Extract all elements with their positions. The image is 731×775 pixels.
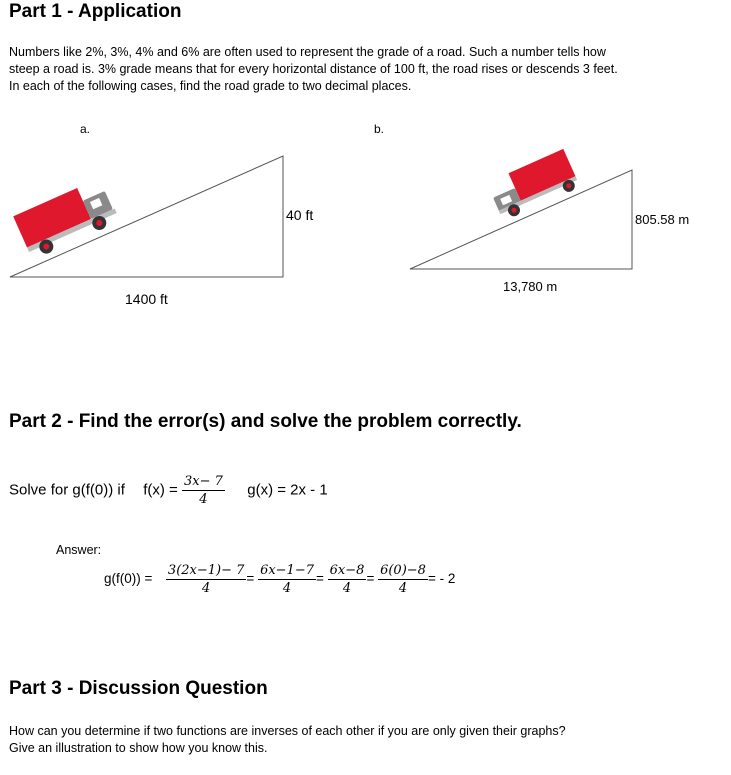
case-a-run: 1400 ft xyxy=(125,291,168,307)
case-a-rise: 40 ft xyxy=(286,207,314,223)
case-a-label: a. xyxy=(80,122,91,136)
case-b-label: b. xyxy=(374,122,385,136)
f-denominator: 4 xyxy=(199,492,208,507)
step-3-numerator: 6x−8 xyxy=(329,563,365,578)
g-definition: g(x) = 2x - 1 xyxy=(247,481,328,499)
part1-heading: Part 1 - Application xyxy=(9,1,182,22)
step-1-numerator: 3(2x−1)− 7 xyxy=(167,563,245,578)
diagram-a xyxy=(0,140,300,285)
step-1-denominator: 4 xyxy=(202,581,211,596)
f-label: f(x) = xyxy=(143,481,178,499)
equals-sign: = xyxy=(316,571,324,587)
equals-sign: = xyxy=(246,571,255,587)
f-fraction xyxy=(182,474,225,507)
problem-prefix: Solve for g(f(0)) if xyxy=(9,481,125,499)
step-3-denominator: 4 xyxy=(342,581,352,596)
case-b-rise: 805.58 m xyxy=(635,212,690,227)
part3-line1: How can you determine if two functions are inverses of each other if you are only given their graphs? xyxy=(9,724,566,738)
step-1-fraction xyxy=(166,563,246,596)
part1-paragraph-line3: In each of the following cases, find the road grade to two decimal places. xyxy=(9,79,412,93)
step-2-denominator: 4 xyxy=(282,581,292,596)
answer-label: Answer: xyxy=(56,543,102,557)
step-2-numerator: 6x−1−7 xyxy=(260,563,314,578)
diagram-b xyxy=(400,140,640,275)
gf-label: g(f(0)) = xyxy=(104,571,153,587)
part1-paragraph-line1: Numbers like 2%, 3%, 4% and 6% are often used to represent the grade of a road. Such a number tells how xyxy=(9,45,606,59)
equals-sign: = xyxy=(366,571,375,587)
problem-statement xyxy=(9,474,328,507)
part1-paragraph xyxy=(9,44,618,95)
step-2-fraction xyxy=(258,563,316,596)
result: = - 2 xyxy=(427,571,456,587)
part2-heading: Part 2 - Find the error(s) and solve the problem correctly. xyxy=(9,411,522,432)
f-numerator: 3x− 7 xyxy=(183,474,223,489)
answer-work xyxy=(104,563,455,596)
part3-heading: Part 3 - Discussion Question xyxy=(9,678,268,699)
part3-line2: Give an illustration to show how you know this. xyxy=(9,741,268,755)
step-3-fraction xyxy=(328,563,367,596)
case-b-run: 13,780 m xyxy=(503,279,558,294)
part3-question xyxy=(9,723,566,757)
step-4-fraction xyxy=(378,563,428,596)
step-4-numerator: 6(0)−8 xyxy=(380,563,426,578)
step-4-denominator: 4 xyxy=(398,581,408,596)
part1-paragraph-line2: steep a road is. 3% grade means that for every horizontal distance of 100 ft, the road rises or descends 3 feet. xyxy=(9,62,618,76)
